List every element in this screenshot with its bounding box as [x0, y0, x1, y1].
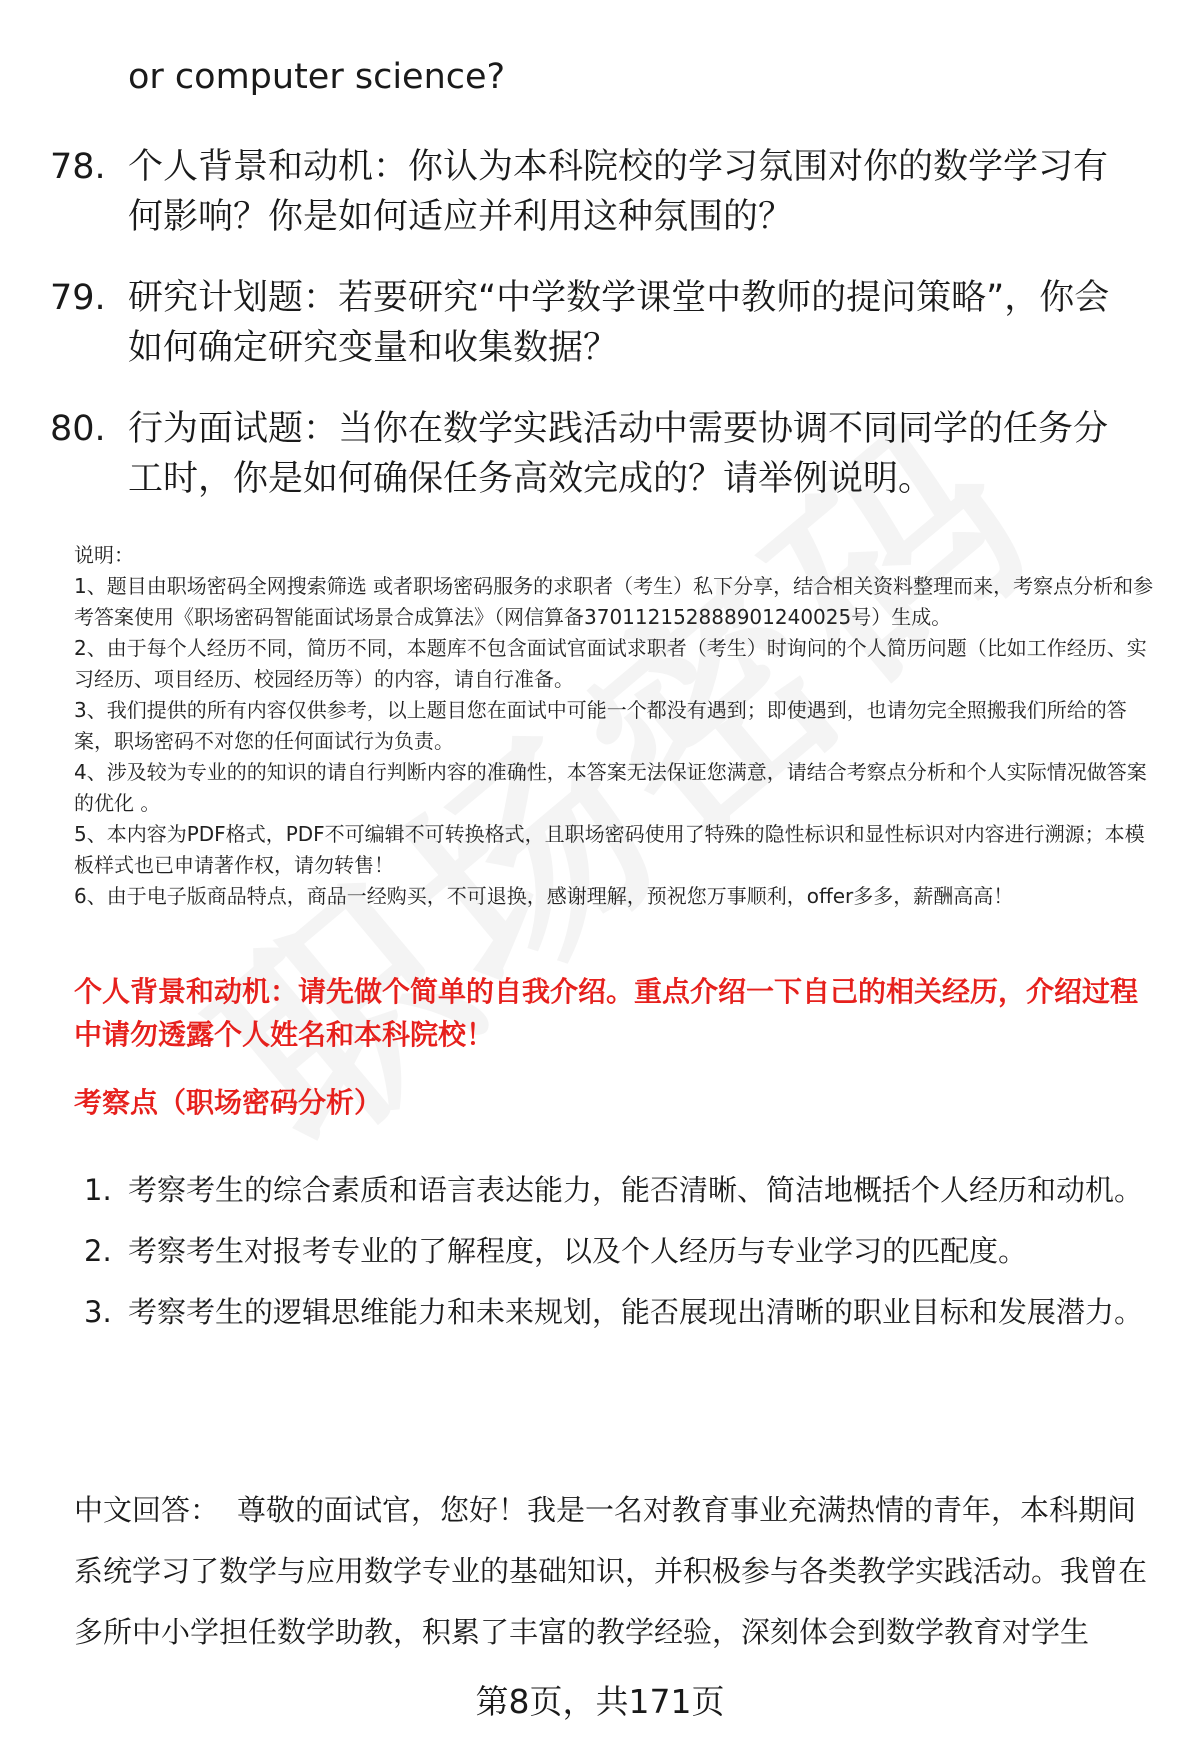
point-text: 考察考生的逻辑思维能力和未来规划，能否展现出清晰的职业目标和发展潜力。 — [128, 1295, 1144, 1329]
list-item — [84, 1221, 1144, 1282]
question-item — [50, 273, 1140, 373]
answer-label: 中文回答： — [74, 1493, 220, 1527]
point-number: 2. — [84, 1234, 112, 1268]
answer-paragraph — [74, 1480, 1159, 1663]
point-text: 考察考生的综合素质和语言表达能力，能否清晰、简洁地概括个人经历和动机。 — [128, 1173, 1144, 1207]
highlight-question: 个人背景和动机：请先做个简单的自我介绍。重点介绍一下自己的相关经历，介绍过程中请勿透露个人姓名和本科院校！ — [74, 975, 1139, 1051]
analysis-points — [84, 1160, 1144, 1343]
point-number: 3. — [84, 1295, 112, 1329]
question-number: 79. — [50, 278, 106, 318]
question-number: 78. — [50, 147, 106, 187]
question-text: 行为面试题：当你在数学实践活动中需要协调不同同学的任务分工时，你是如何确保任务高效完成的？请举例说明。 — [128, 409, 1109, 499]
note-item: 5、本内容为PDF格式，PDF不可编辑不可转换格式，且职场密码使用了特殊的隐性标识和显性标识对内容进行溯源；本模板样式也已申请著作权，请勿转售！ — [74, 822, 1145, 877]
question-text: 研究计划题：若要研究“中学数学课堂中教师的提问策略”，你会如何确定研究变量和收集数据？ — [128, 278, 1110, 368]
list-item — [84, 1282, 1144, 1343]
note-item: 6、由于电子版商品特点，商品一经购买，不可退换，感谢理解，预祝您万事顺利，offer多多，薪酬高高！ — [74, 884, 1014, 908]
notes-title: 说明： — [74, 543, 134, 567]
answer-text: 尊敬的面试官，您好！我是一名对教育事业充满热情的青年，本科期间系统学习了数学与应用数学专业的基础知识，并积极参与各类教学实践活动。我曾在多所中小学担任数学助教，积累了丰富的教学经验，深刻体会到数学教育对学生 — [74, 1493, 1148, 1649]
question-item — [50, 142, 1140, 242]
note-item: 3、我们提供的所有内容仅供参考，以上题目您在面试中可能一个都没有遇到；即使遇到，也请勿完全照搬我们所给的答案，职场密码不对您的任何面试行为负责。 — [74, 698, 1127, 753]
page-footer: 第8页，共171页 — [475, 1682, 725, 1721]
note-item: 1、题目由职场密码全网搜索筛选 或者职场密码服务的求职者（考生）私下分享，结合相关资料整理而来，考察点分析和参考答案使用《职场密码智能面试场景合成算法》（网信算备370112152888901240025号）生成。 — [74, 574, 1154, 629]
note-item: 4、涉及较为专业的的知识的请自行判断内容的准确性，本答案无法保证您满意，请结合考察点分析和个人实际情况做答案的优化 。 — [74, 760, 1147, 815]
disclaimer-notes — [74, 540, 1159, 912]
question-continuation: or computer science? — [128, 57, 506, 97]
question-item — [50, 404, 1140, 504]
question-number: 80. — [50, 409, 106, 449]
analysis-heading: 考察点（职场密码分析） — [74, 1086, 383, 1119]
point-text: 考察考生对报考专业的了解程度，以及个人经历与专业学习的匹配度。 — [128, 1234, 1028, 1268]
question-text: 个人背景和动机：你认为本科院校的学习氛围对你的数学学习有何影响？你是如何适应并利用这种氛围的？ — [128, 147, 1109, 237]
note-item: 2、由于每个人经历不同，简历不同，本题库不包含面试官面试求职者（考生）时询问的个人简历问题（比如工作经历、实习经历、项目经历、校园经历等）的内容，请自行准备。 — [74, 636, 1147, 691]
point-number: 1. — [84, 1173, 112, 1207]
list-item — [84, 1160, 1144, 1221]
